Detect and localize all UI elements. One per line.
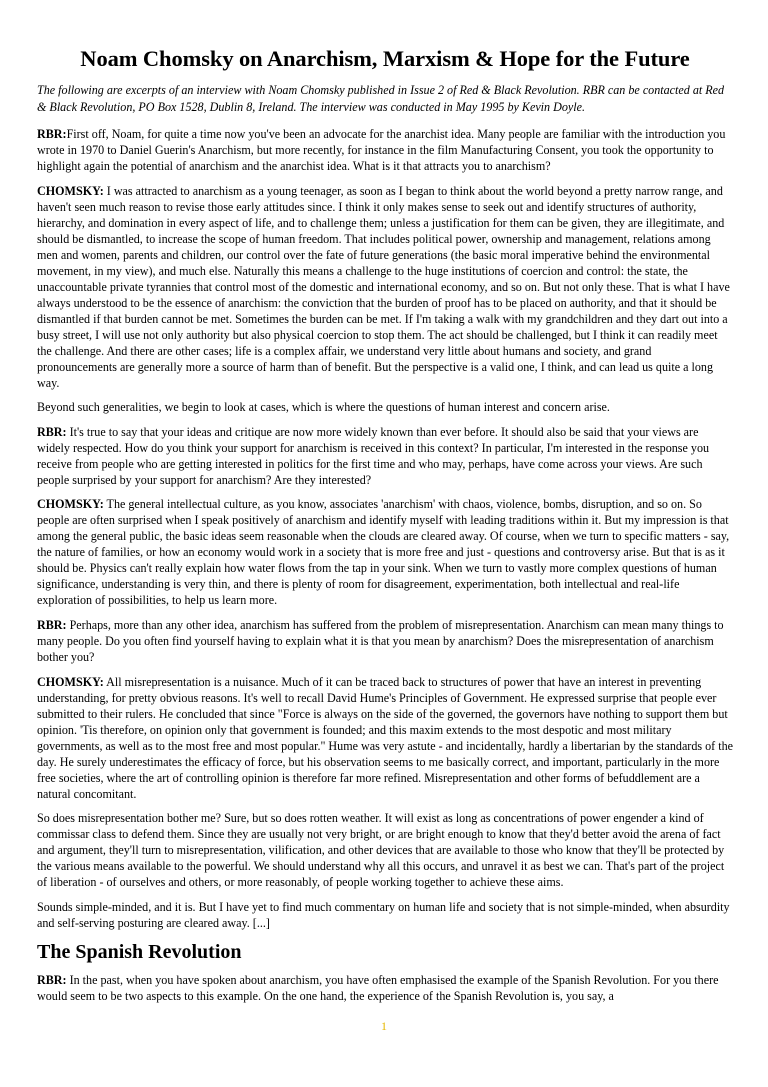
paragraph-4 [37, 424, 733, 488]
paragraph-9 [37, 899, 733, 931]
paragraph-6 [37, 617, 733, 665]
paragraph-2 [37, 183, 733, 391]
paragraph-text: Sounds simple-minded, and it is. But I have yet to find much commentary on human life and society that is not simple-minded, when absurdity and self-serving posturing are cleared away. [...] [37, 899, 730, 930]
paragraph-text: So does misrepresentation bother me? Sure, but so does rotten weather. It will exist as long as concentrations of power engender a kind of commissar class to defend them. Since they are usually not very bright, or are bright enough to know that they'd better avoid the arena of fact and argument, they'll turn to misrepresentation, vilification, and other devices that are available to those who know that they'll be protected by the various means available to the powerful. We should understand why all this occurs, and unravel it as best we can. That's part of the project of liberation - of ourselves and others, or more reasonably, of people working together to achieve these aims. [37, 811, 725, 890]
paragraph-3 [37, 399, 733, 415]
speaker-label: CHOMSKY: [37, 497, 104, 512]
section-heading: The Spanish Revolution [37, 941, 242, 964]
speaker-label: CHOMSKY: [37, 183, 104, 198]
paragraph-text: In the past, when you have spoken about anarchism, you have often emphasised the example of the Spanish Revolution. For you there would seem to be two aspects to this example. On the one hand, the experience of the Spanish Revolution is, you say, a [37, 973, 719, 1004]
page-title: Noam Chomsky on Anarchism, Marxism & Hope for the Future [80, 46, 690, 71]
paragraph-text: First off, Noam, for quite a time now you've been an advocate for the anarchist idea. Many people are familiar with the introduction you wrote in 1970 to Daniel Guerin's Anarchism, but more recently, for instance in the film Manufacturing Consent, you took the opportunity to highlight again the potential of anarchism and the anarchist idea. What is it that attracts you to anarchism? [37, 127, 726, 173]
page-number: 1 [381, 1019, 387, 1033]
paragraph-8 [37, 810, 733, 890]
paragraph-text: Beyond such generalities, we begin to look at cases, which is where the questions of human interest and concern arise. [37, 400, 610, 415]
speaker-label: RBR: [37, 127, 67, 141]
section-paragraph [37, 972, 733, 1004]
paragraph-text: The general intellectual culture, as you know, associates 'anarchism' with chaos, violence, bombs, disruption, and so on. So people are often surprised when I speak positively of anarchism and identify myself with leading traditions within it. But my impression is that among the general public, the basic ideas seem reasonable when the clouds are cleared away. Of course, when we turn to specific matters - say, the nature of families, or how an economy would work in a society that is more free and just - questions and controversy arise. But that is as it should be. Physics can't really explain how water flows from the tap in your sink. When we turn to vastly more complex questions of human significance, understanding is very thin, and there is plenty of room for disagreement, experimentation, both intellectual and real-life exploration of possibilities, to help us learn more. [37, 497, 730, 608]
paragraph-5 [37, 496, 733, 608]
paragraph-text: It's true to say that your ideas and critique are now more widely known than ever before. It should also be said that your views are widely respected. How do you think your support for anarchism is received in this context? In particular, I'm interested in the response you receive from people who are getting interested in politics for the first time and who may, perhaps, have come across your views. Are such people surprised by your support for anarchism? Are they interested? [37, 424, 710, 487]
intro-paragraph: The following are excerpts of an interview with Noam Chomsky published in Issue 2 of Red & Black Revolution. RBR can be contacted at Red & Black Revolution, PO Box 1528, Dublin 8, Ireland. The interview was conducted in May 1995 by Kevin Doyle. [37, 83, 725, 114]
speaker-label: RBR: [37, 424, 67, 439]
paragraph-7 [37, 674, 733, 802]
paragraph-1 [37, 126, 733, 174]
speaker-label: RBR: [37, 973, 67, 988]
speaker-label: RBR: [37, 617, 67, 632]
paragraph-text: All misrepresentation is a nuisance. Much of it can be traced back to structures of power that have an interest in preventing understanding, for pretty obvious reasons. It's well to recall David Hume's Principles of Government. He expressed surprise that people ever submitted to their rulers. He concluded that since "Force is always on the side of the governed, the governors have nothing to support them but opinion. 'Tis therefore, on opinion only that government is founded; and this maxim extends to the most despotic and most military governments, as well as to the most free and most popular." Hume was very astute - and incidentally, hardly a libertarian by the standards of the day. He surely underestimates the efficacy of force, but his observation seems to me basically correct, and important, particularly in the more free societies, where the art of controlling opinion is therefore far more refined. Misrepresentation and other forms of befuddlement are a natural concomitant. [37, 674, 733, 801]
speaker-label: CHOMSKY: [37, 674, 104, 689]
paragraph-text: Perhaps, more than any other idea, anarchism has suffered from the problem of misrepresentation. Anarchism can mean many things to many people. Do you often find yourself having to explain what it is that you mean by anarchism? Does the misrepresentation of anarchism bother you? [37, 617, 724, 664]
document-content [37, 44, 733, 1013]
paragraph-text: I was attracted to anarchism as a young teenager, as soon as I began to think about the world beyond a pretty narrow range, and haven't seen much reason to revise those early attitudes since. I think it only makes sense to seek out and identify structures of authority, hierarchy, and domination in every aspect of life, and to challenge them; unless a justification for them can be given, they are illegitimate, and should be dismantled, to increase the scope of human freedom. That includes political power, ownership and management, relations among men and women, parents and children, our control over the fate of future generations (the basic moral imperative behind the environmental movement, in my view), and much else. Naturally this means a challenge to the huge institutions of coercion and control: the state, the unaccountable private tyrannies that control most of the domestic and international economy, and so on. But not only these. That is what I have always understood to be the essence of anarchism: the conviction that the burden of proof has to be placed on authority, and that it should be dismantled if that burden cannot be met. Sometimes the burden can be met. If I'm taking a walk with my grandchildren and they dart out into a busy street, I will use not only authority but also physical coercion to stop them. The act should be challenged, but I think it can readily meet the challenge. And there are other cases; life is a complex affair, we understand very little about humans and society, and grand pronouncements are generally more a source of harm than of benefit. But the perspective is a valid one, I think, and can lead us quite a long way. [37, 183, 730, 390]
